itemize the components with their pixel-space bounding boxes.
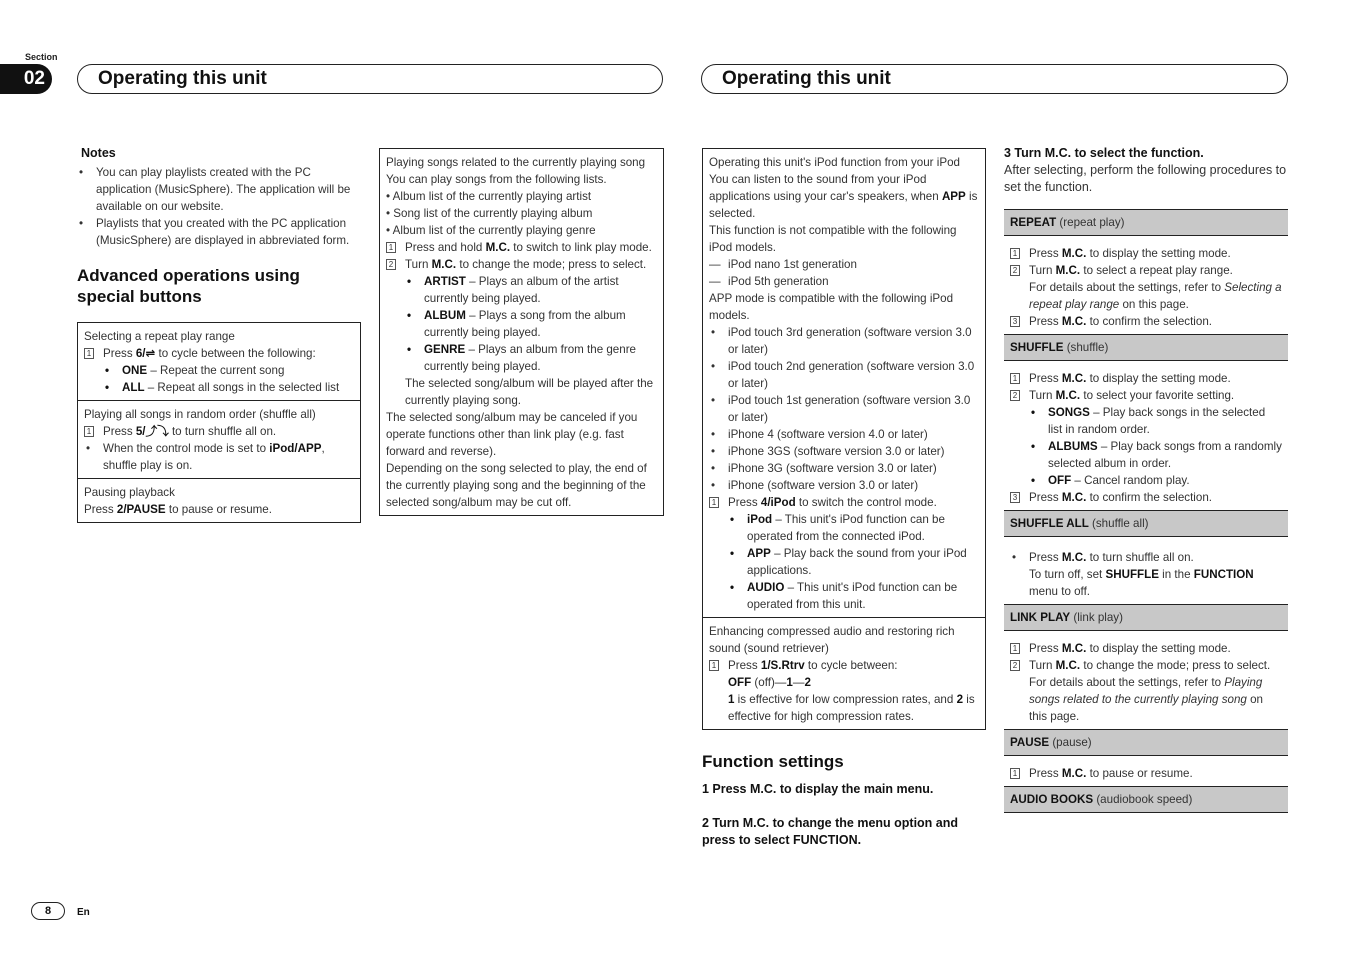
link-step-2: 2 Turn M.C. to change the mode; press to select.: [386, 256, 657, 273]
incompat-models: [709, 256, 979, 290]
pause-function-body: 1 Press M.C. to pause or resume.: [1004, 756, 1288, 786]
compat-model: • iPod touch 2nd generation (software version 3.0 or later): [709, 358, 979, 392]
step-number: 1: [1010, 768, 1020, 779]
link-play-title: Playing songs related to the currently playing song: [386, 156, 646, 169]
repeat-function-header: REPEAT (repeat play): [1004, 209, 1288, 236]
compat-model: • iPhone 3GS (software version 3.0 or later): [709, 443, 979, 460]
step-number: 1: [84, 348, 94, 359]
link-mode: • ARTIST – Plays an album of the artist currently being played.: [405, 273, 657, 307]
incompat-model: — iPod 5th generation: [709, 273, 979, 290]
shuffle-icon: ⤴⤵: [145, 425, 169, 438]
notes-list: [77, 164, 361, 249]
column-1: [77, 145, 361, 523]
repeat-step: 1 Press 6/⇌ to cycle between the following:: [84, 345, 354, 362]
sound-desc: 1 is effective for low compression rates, and 2 is effective for high compression rates.: [728, 693, 975, 723]
link-para: Depending on the song selected to play, the end of the currently playing song and the beginning of the selected song/album may be cut off.: [386, 462, 647, 509]
shuffle-option: • OFF – Cancel random play.: [1029, 472, 1282, 489]
shuffle-all-off: To turn off, set SHUFFLE in the FUNCTION menu to off.: [1029, 568, 1254, 598]
pause-cell: [78, 478, 360, 522]
function-step-1: 1 Press M.C. to display the main menu.: [702, 782, 934, 796]
function-step-3-desc: After selecting, perform the following procedures to set the function.: [1004, 163, 1287, 194]
compat-model: • iPhone 3G (software version 3.0 or later): [709, 460, 979, 477]
repeat-cell-title: Selecting a repeat play range: [84, 330, 235, 343]
link-play-intro: You can play songs from the following lists.: [386, 173, 607, 186]
shuffle-option: • ALBUMS – Play back songs from a randomly selected album in order.: [1029, 438, 1282, 472]
ipod-compat: APP mode is compatible with the following iPod models.: [709, 292, 954, 322]
control-mode: • AUDIO – This unit's iPod function can be operated from this unit.: [728, 579, 979, 613]
step-number: 3: [1010, 316, 1020, 327]
link-mode: • ALBUM – Plays a song from the album currently being played.: [405, 307, 657, 341]
step-number: 1: [1010, 248, 1020, 259]
link-list-item: • Album list of the currently playing artist: [386, 190, 592, 203]
column-3: [702, 148, 986, 849]
shuffle-step: 1 Press 5/⤴⤵ to turn shuffle all on.: [84, 423, 354, 440]
pause-cell-title: Pausing playback: [84, 486, 175, 499]
sound-cell-title: Enhancing compressed audio and restoring rich sound (sound retriever): [709, 625, 955, 655]
link-play-reference: For details about the settings, refer to Playing songs related to the currently playing song on this page.: [1029, 676, 1263, 723]
repeat-cell: [78, 323, 360, 400]
notes-title: Notes: [81, 146, 116, 160]
control-mode: • APP – Play back the sound from your iPod applications.: [728, 545, 979, 579]
step-number: 1: [386, 242, 396, 253]
ipod-step: 1 Press 4/iPod to switch the control mode.: [709, 494, 979, 511]
section-label: Section: [25, 52, 58, 62]
shuffle-notes: [84, 440, 354, 474]
sound-step: 1 Press 1/S.Rtrv to cycle between:: [709, 657, 979, 674]
page-title-left: Operating this unit: [77, 64, 663, 94]
sound-retriever-cell: [703, 617, 985, 729]
function-settings-heading: Function settings: [702, 752, 844, 771]
audio-books-function-header: AUDIO BOOKS (audiobook speed): [1004, 786, 1288, 813]
shuffle-all-function-header: SHUFFLE ALL (shuffle all): [1004, 510, 1288, 537]
compat-model: • iPhone (software version 3.0 or later): [709, 477, 979, 494]
repeat-function-body: 1 Press M.C. to display the setting mode. 2 Turn M.C. to select a repeat play range. For details about the settings, refer to Selecting a repeat play range on this page. 3 Press M.C. to confirm the selection.: [1004, 236, 1288, 334]
ipod-cell-title: Operating this unit's iPod function from your iPod: [709, 156, 960, 169]
step-number: 3: [1010, 492, 1020, 503]
repeat-option: • ONE – Repeat the current song: [103, 362, 354, 379]
compat-models: [709, 324, 979, 494]
page-language: En: [77, 907, 90, 918]
link-play-box: [379, 148, 664, 516]
shuffle-option: • SONGS – Play back songs in the selected list in random order.: [1029, 404, 1282, 438]
link-mode: • GENRE – Plays an album from the genre currently being played.: [405, 341, 657, 375]
advanced-operations-heading: Advanced operations using special buttons: [77, 266, 300, 306]
link-list-item: • Song list of the currently playing album: [386, 207, 593, 220]
step-number: 1: [1010, 643, 1020, 654]
shuffle-function-body: 1 Press M.C. to display the setting mode. 2 Turn M.C. to select your favorite setting. • SONGS – Play back songs in the selected list in random order. • ALBUMS – Play back songs from a randomly selected album in order. • OFF – Cancel random play. 3 Press M.C. to confirm the selection.: [1004, 361, 1288, 510]
compat-model: • iPod touch 3rd generation (software version 3.0 or later): [709, 324, 979, 358]
function-step-2: 2 Turn M.C. to change the menu option and press to select FUNCTION.: [702, 816, 959, 847]
step-number: 1: [1010, 373, 1020, 384]
shuffle-options: [1010, 404, 1282, 489]
special-buttons-table: [77, 322, 361, 523]
shuffle-cell-title: Playing all songs in random order (shuffle all): [84, 408, 316, 421]
control-mode: • iPod – This unit's iPod function can be operated from the connected iPod.: [728, 511, 979, 545]
link-modes: [386, 273, 657, 375]
pause-instruction: Press 2/PAUSE to pause or resume.: [84, 503, 272, 516]
ipod-incompat: This function is not compatible with the following iPod models.: [709, 224, 957, 254]
step-number: 2: [1010, 660, 1020, 671]
shuffle-cell: [78, 400, 360, 478]
function-step-3: 3 Turn M.C. to select the function.: [1004, 146, 1204, 160]
repeat-icon: ⇌: [145, 347, 156, 360]
pause-function-header: PAUSE (pause): [1004, 729, 1288, 756]
note-item: • You can play playlists created with the PC application (MusicSphere). The application will be available on our website.: [77, 164, 361, 215]
page-title-right: Operating this unit: [701, 64, 1288, 94]
link-play-function-body: 1 Press M.C. to display the setting mode. 2 Turn M.C. to change the mode; press to select. For details about the settings, refer to Playing songs related to the currently playing song on this page.: [1004, 631, 1288, 729]
compat-model: • iPhone 4 (software version 4.0 or later): [709, 426, 979, 443]
shuffle-all-item: • Press M.C. to turn shuffle all on.: [1010, 549, 1282, 566]
shuffle-note: • When the control mode is set to iPod/APP, shuffle play is on.: [84, 440, 354, 474]
sound-cycle: OFF (off)—1—2: [728, 676, 811, 689]
ipod-app-table: [702, 148, 986, 730]
shuffle-function-header: SHUFFLE (shuffle): [1004, 334, 1288, 361]
ipod-cell: [703, 149, 985, 617]
page-number: 8: [31, 902, 65, 920]
shuffle-all-function-body: [1004, 537, 1288, 604]
link-step-1: 1 Press and hold M.C. to switch to link play mode.: [386, 239, 657, 256]
link-after-modes: The selected song/album will be played after the currently playing song.: [405, 377, 654, 407]
repeat-option: • ALL – Repeat all songs in the selected list: [103, 379, 354, 396]
section-number: 02: [0, 64, 52, 94]
column-4: [1004, 145, 1288, 813]
incompat-model: — iPod nano 1st generation: [709, 256, 979, 273]
link-list-item: • Album list of the currently playing genre: [386, 224, 596, 237]
step-number: 2: [386, 259, 396, 270]
control-modes: [709, 511, 979, 613]
compat-model: • iPod touch 1st generation (software version 3.0 or later): [709, 392, 979, 426]
link-play-function-header: LINK PLAY (link play): [1004, 604, 1288, 631]
step-number: 1: [709, 660, 719, 671]
step-number: 2: [1010, 390, 1020, 401]
step-number: 1: [84, 426, 94, 437]
repeat-options: [84, 362, 354, 396]
repeat-reference: For details about the settings, refer to Selecting a repeat play range on this page.: [1029, 281, 1282, 311]
note-item: • Playlists that you created with the PC application (MusicSphere) are displayed in abbreviated form.: [77, 215, 361, 249]
link-para: The selected song/album may be canceled if you operate functions other than link play (e.g. fast forward and reverse).: [386, 411, 638, 458]
step-number: 2: [1010, 265, 1020, 276]
ipod-intro: You can listen to the sound from your iPod applications using your car's speakers, when APP is selected.: [709, 173, 978, 220]
step-number: 1: [709, 497, 719, 508]
